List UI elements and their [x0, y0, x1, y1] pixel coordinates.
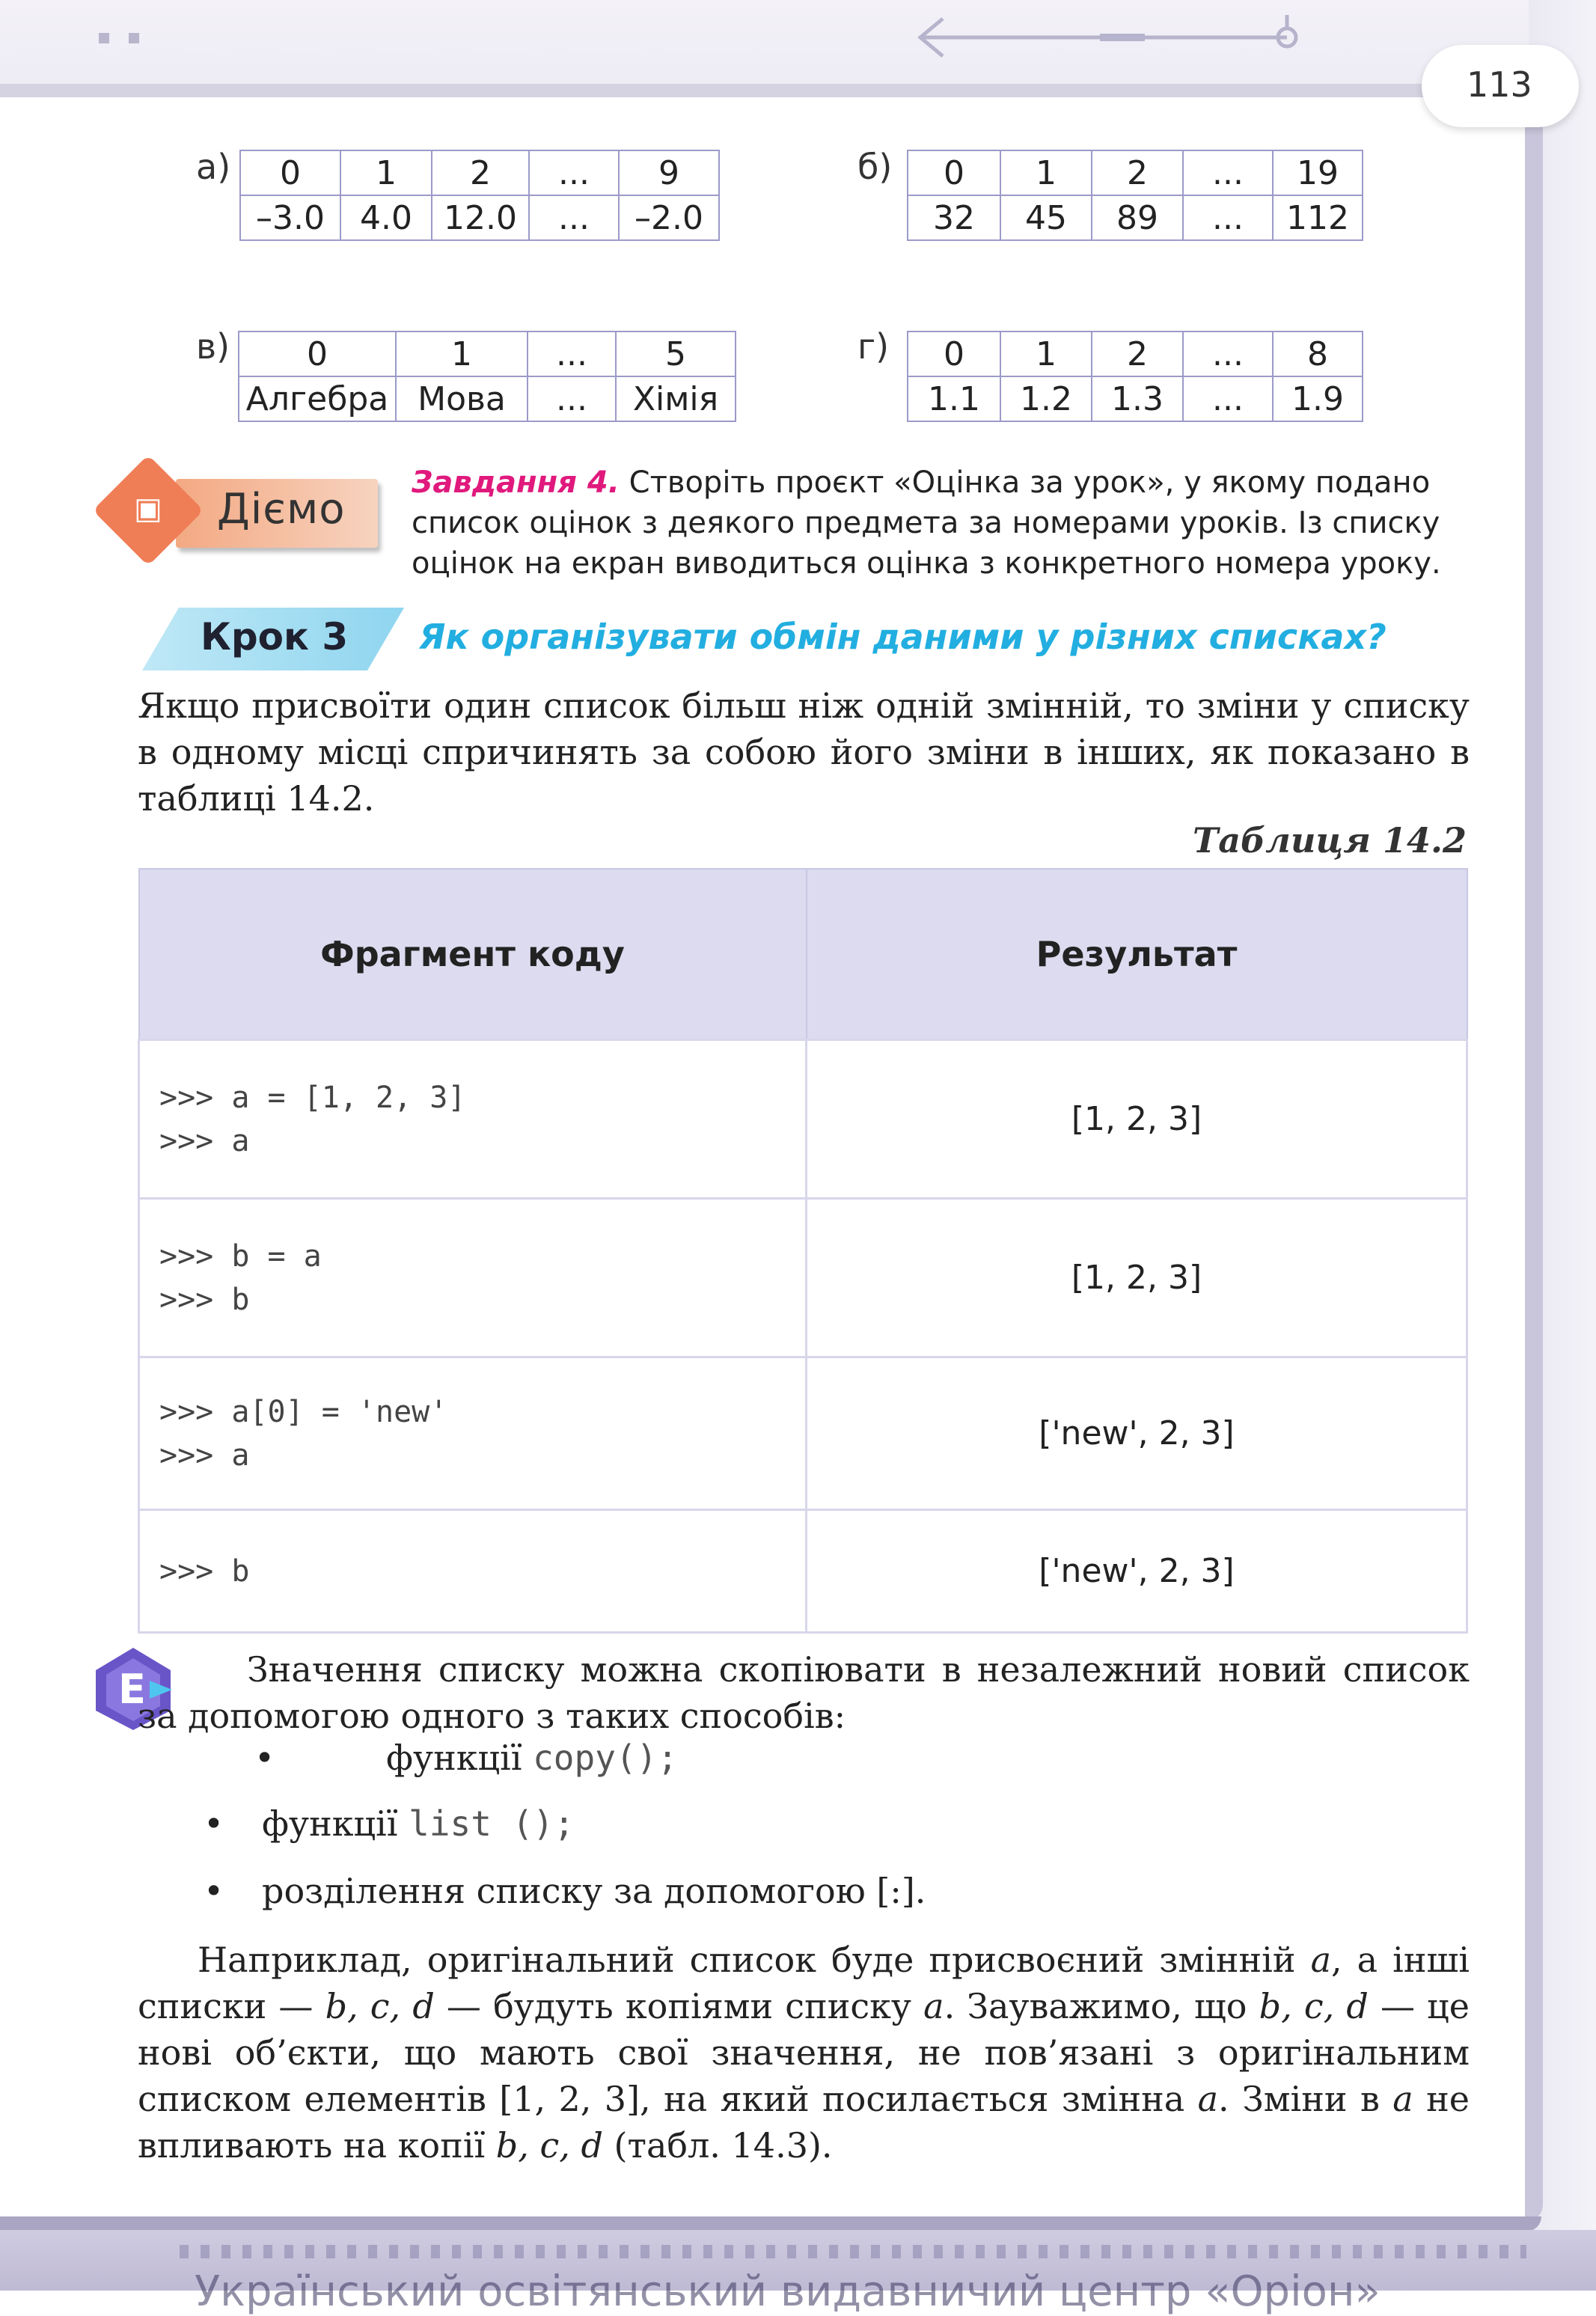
bullet-text: функції — [262, 1803, 409, 1844]
table-v-value-cell: Алгебра — [239, 376, 396, 421]
result-cell: ['new', 2, 3] — [807, 1357, 1467, 1510]
table-g-value-cell: 1.3 — [1092, 376, 1183, 421]
bullet-marker: • — [204, 1871, 224, 1911]
table-g-header-cell: 1 — [1000, 331, 1092, 376]
table-a — [239, 150, 720, 241]
table-b-header-cell: 2 — [1092, 150, 1183, 195]
var-a: a — [1197, 2079, 1219, 2119]
bottom-rule — [0, 2216, 1541, 2231]
table-b-header-cell: 19 — [1273, 150, 1363, 195]
text-run: не впливають на копії — [138, 2079, 1470, 2166]
table-a-value-cell: ... — [529, 195, 619, 240]
paragraph-example — [138, 1937, 1470, 2169]
table-v-header-cell: ... — [528, 331, 616, 376]
code-column-header: Фрагмент коду — [139, 869, 807, 1040]
var-bcd: b, c, d — [325, 1986, 435, 2026]
table-b-label: б) — [857, 147, 893, 187]
var-bcd: b, c, d — [1259, 1986, 1369, 2026]
paragraph-intro: Якщо присвоїти один список більш ніж одній змінній, то зміни у списку в одному місці спричинять за собою його зміни в інших, як показано в таблиці 14.2. — [138, 685, 1470, 819]
table-v — [238, 331, 736, 422]
page-number: 113 — [1467, 64, 1532, 105]
table-v-header-cell: 0 — [239, 331, 396, 376]
bullet-code: copy(); — [533, 1738, 678, 1778]
code-table — [138, 868, 1468, 1634]
table-b-value-cell: 89 — [1092, 195, 1183, 240]
table-b-header-cell: 1 — [1000, 150, 1092, 195]
table-b-value-cell: 112 — [1273, 195, 1363, 240]
paragraph-copy-methods: Значення списку можна скопіювати в незалежний новий список за допомогою одного з таких способів: — [138, 1649, 1470, 1736]
table-g-header-cell: 0 — [908, 331, 1000, 376]
table-a-header-cell: 1 — [340, 150, 432, 195]
top-dots — [99, 33, 151, 43]
result-cell: ['new', 2, 3] — [807, 1510, 1467, 1633]
bullet-marker: • — [204, 1803, 224, 1844]
table-b — [907, 150, 1363, 241]
table-v-value-cell: Мова — [396, 376, 528, 421]
bullet-item-copy — [386, 1738, 678, 1778]
publisher-footer: Український освітянський видавничий центр «Оріон» — [195, 2267, 1381, 2316]
table-a-value-cell: –3.0 — [240, 195, 340, 240]
step-label: Крок 3 — [201, 615, 349, 659]
text-run: . Зауважимо, що — [944, 1986, 1259, 2026]
bullet-text: функції — [386, 1738, 533, 1778]
table-b-header-cell: ... — [1183, 150, 1273, 195]
text-run: — це нові об’єкти, що мають свої значення, не пов’язані з оригінальним списком елементів [1, 2, 3], на який посилається змінна — [138, 1986, 1470, 2119]
table-b-value-cell: 45 — [1000, 195, 1092, 240]
step-title: Як організувати обмін даними у різних списках? — [419, 617, 1386, 657]
svg-text:E: E — [118, 1666, 146, 1713]
right-rule — [1525, 112, 1543, 2222]
bullet-item-list — [262, 1803, 575, 1844]
bullet-code: list (); — [409, 1803, 575, 1844]
monitor-icon: ▣ — [134, 492, 162, 526]
var-a: a — [1310, 1940, 1332, 1980]
bullet-item-slice: розділення списку за допомогою [:]. — [262, 1871, 926, 1911]
table-v-label: в) — [196, 326, 230, 367]
table-v-value-cell: Хімія — [616, 376, 736, 421]
text-run: — будуть копіями списку — [434, 1986, 924, 2026]
table-v-header-cell: 1 — [396, 331, 528, 376]
table-g-value-cell: 1.2 — [1000, 376, 1092, 421]
task-text — [412, 462, 1474, 584]
table-b-header-cell: 0 — [908, 150, 1000, 195]
result-cell: [1, 2, 3] — [807, 1199, 1467, 1357]
table-g-header-cell: 2 — [1092, 331, 1183, 376]
text-run: Наприклад, оригінальний список буде присвоєний змінній — [198, 1940, 1311, 1980]
text-run: . Зміни в — [1218, 2079, 1393, 2119]
table-a-value-cell: 4.0 — [340, 195, 432, 240]
table-g-value-cell: ... — [1183, 376, 1273, 421]
result-column-header: Результат — [807, 869, 1467, 1040]
code-cell: >>> a[0] = 'new' >>> a — [139, 1357, 807, 1510]
var-a: a — [1392, 2079, 1413, 2119]
bottom-dots — [180, 2245, 1526, 2258]
table-g — [907, 331, 1363, 422]
table-v-value-cell: ... — [528, 376, 616, 421]
text-run: (табл. 14.3). — [602, 2125, 833, 2166]
code-cell: >>> b — [139, 1510, 807, 1633]
task-number: Завдання 4. — [412, 465, 620, 500]
table-a-header-cell: 9 — [619, 150, 719, 195]
table-a-label: а) — [196, 147, 231, 187]
table-a-header-cell: 2 — [432, 150, 529, 195]
table-caption: Таблиця 14.2 — [1193, 820, 1467, 861]
table-b-value-cell: ... — [1183, 195, 1273, 240]
bullet-marker: • — [254, 1738, 275, 1778]
table-a-value-cell: 12.0 — [432, 195, 529, 240]
table-a-header-cell: 0 — [240, 150, 340, 195]
top-rule — [0, 84, 1511, 97]
var-bcd: b, c, d — [495, 2125, 603, 2166]
diemo-label: Дiємо — [217, 485, 346, 534]
code-cell: >>> a = [1, 2, 3] >>> a — [139, 1040, 807, 1199]
table-g-label: г) — [857, 326, 890, 367]
top-band — [0, 0, 1596, 97]
table-a-header-cell: ... — [529, 150, 619, 195]
text-run: , а інші списки — — [138, 1940, 1470, 2026]
table-g-header-cell: ... — [1183, 331, 1273, 376]
result-cell: [1, 2, 3] — [807, 1040, 1467, 1199]
table-g-value-cell: 1.9 — [1273, 376, 1363, 421]
var-a: a — [923, 1986, 944, 2026]
task-body: Створіть проєкт «Оцінка за урок», у якому подано список оцінок з деякого предмета за номерами уроків. Із списку оцінок на екран виводиться оцінка з конкретного номера уроку. — [412, 465, 1441, 581]
table-g-value-cell: 1.1 — [908, 376, 1000, 421]
table-a-value-cell: –2.0 — [619, 195, 719, 240]
table-b-value-cell: 32 — [908, 195, 1000, 240]
table-g-header-cell: 8 — [1273, 331, 1363, 376]
arrow-decoration — [913, 15, 1302, 60]
code-cell: >>> b = a >>> b — [139, 1199, 807, 1357]
table-v-header-cell: 5 — [616, 331, 736, 376]
